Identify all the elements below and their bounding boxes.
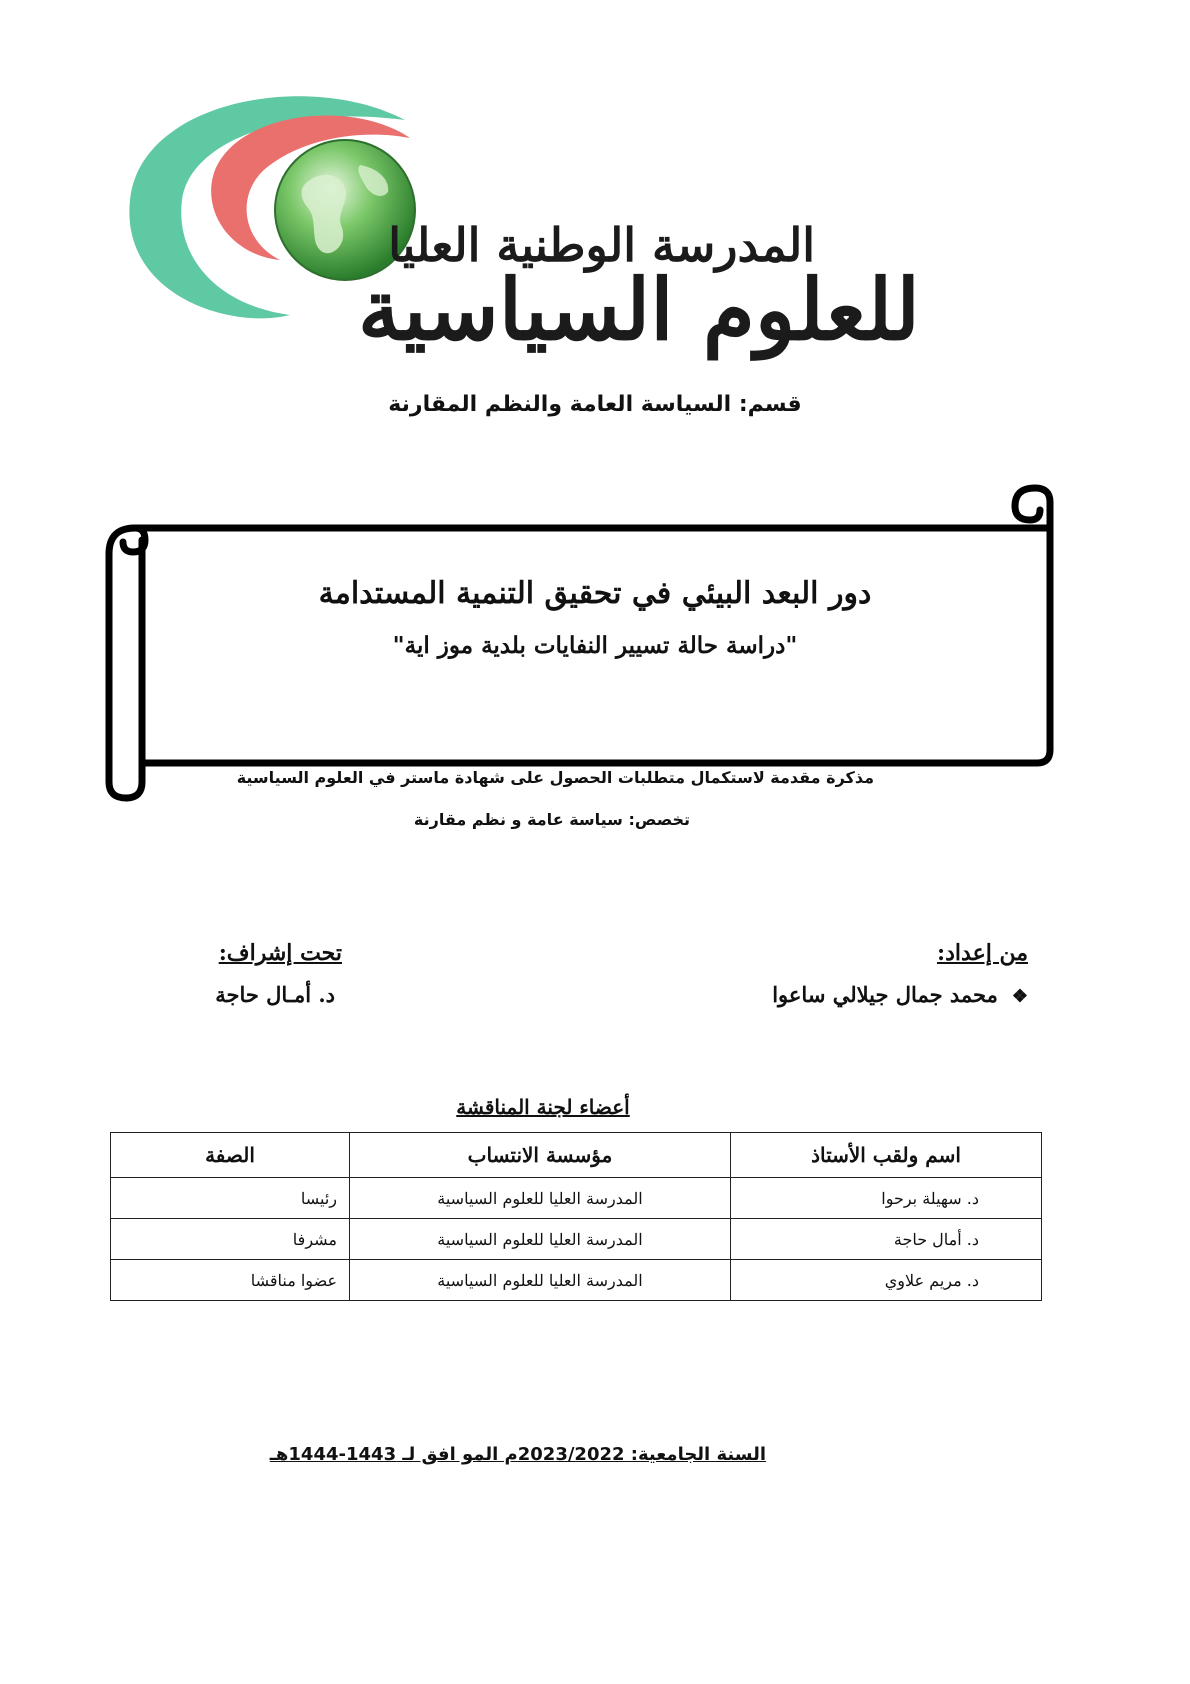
- member-role: مشرفا: [111, 1219, 350, 1260]
- logo-school-name-line1: المدرسة الوطنية العليا: [388, 218, 815, 272]
- thesis-title: دور البعد البيئي في تحقيق التنمية المستدامة: [318, 576, 872, 611]
- member-name: د. سهيلة برحوا: [731, 1178, 1042, 1219]
- committee-table: [110, 1132, 1042, 1301]
- diamond-bullet-icon: ❖: [1011, 986, 1028, 1007]
- member-role: رئيسا: [111, 1178, 350, 1219]
- supervised-by-label: تحت إشراف:: [218, 940, 342, 966]
- member-name: د. أمال حاجة: [731, 1219, 1042, 1260]
- school-logo: [120, 80, 1040, 360]
- prepared-by-entry: [772, 982, 1028, 1007]
- column-header-institution: مؤسسة الانتساب: [350, 1133, 731, 1178]
- column-header-role: الصفة: [111, 1133, 350, 1178]
- table-row: [111, 1260, 1042, 1301]
- memo-description: مذكرة مقدمة لاستكمال متطلبات الحصول على شهادة ماستر في العلوم السياسية: [236, 768, 874, 787]
- prepared-by-label: من إعداد:: [936, 940, 1028, 966]
- thesis-subtitle: "دراسة حالة تسيير النفايات بلدية موز اية": [392, 632, 798, 659]
- member-institution: المدرسة العليا للعلوم السياسية: [350, 1260, 731, 1301]
- supervisor-name: د. أمـال حاجة: [215, 982, 335, 1007]
- logo-school-name-line2: للعلوم السياسية: [358, 260, 920, 359]
- committee-title: أعضاء لجنة المناقشة: [456, 1095, 630, 1119]
- member-role: عضوا مناقشا: [111, 1260, 350, 1301]
- academic-year: السنة الجامعية: 2023/2022م المو افق لـ 1443-1444هـ: [269, 1444, 766, 1465]
- member-institution: المدرسة العليا للعلوم السياسية: [350, 1219, 731, 1260]
- department-heading: قسم: السياسة العامة والنظم المقارنة: [388, 392, 802, 417]
- member-institution: المدرسة العليا للعلوم السياسية: [350, 1178, 731, 1219]
- column-header-name: اسم ولقب الأستاذ: [731, 1133, 1042, 1178]
- table-header-row: [111, 1133, 1042, 1178]
- table-row: [111, 1178, 1042, 1219]
- member-name: د. مريم علاوي: [731, 1260, 1042, 1301]
- student-name: محمد جمال جيلالي ساعوا: [772, 982, 998, 1007]
- specialization-text: تخصص: سياسة عامة و نظم مقارنة: [413, 810, 690, 829]
- table-row: [111, 1219, 1042, 1260]
